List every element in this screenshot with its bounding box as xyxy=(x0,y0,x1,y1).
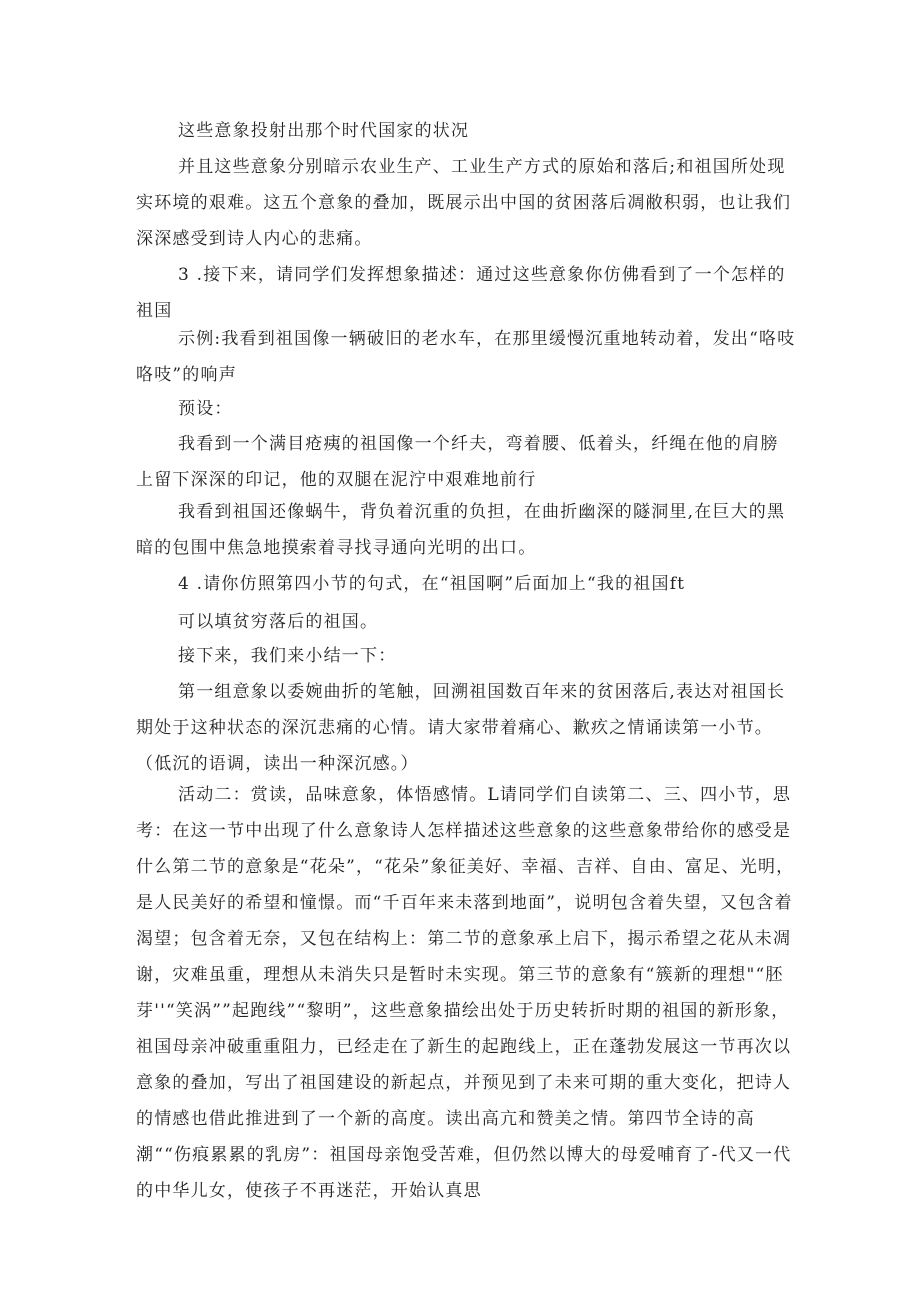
paragraph-11: 第一组意象以委婉曲折的笔触，回溯祖国数百年来的贫困落后,表达对祖国长期处于这种状态的深沉悲痛的心情。请大家带着痛心、歉疚之情诵读第一小节。（低沉的语调，读出一种深沉感。） xyxy=(136,682,786,774)
paragraph-10: 接下来，我们来小结一下： xyxy=(178,646,397,666)
paragraph-12: 活动二：赏读，品味意象，体悟感情。L请同学们自读第二、三、四小节，思考：在这一节中出现了什么意象诗人怎样描述这些意象的这些意象带给你的感受是什么第二节的意象是“花朵”，“花朵”象征美好、幸福、吉祥、自由、富足、光明，是人民美好的希望和憧憬。而“千百年来未落到地面”，说明包含着失望，又包含着渴望；包含着无奈，又包在结构上：第二节的意象承上启下，揭示希望之花从未凋谢，灾难虽重，理想从未消失只是暂时未实现。第三节的意象有“簇新的理想"“胚芽''“笑涡””起跑线”“黎明”，这些意象描绘出处于历史转折时期的祖国的新形象，祖国母亲冲破重重阻力，已经走在了新生的起跑线上，正在蓬勃发展这一节再次以意象的叠加，写出了祖国建设的新起点，并预见到了未来可期的重大变化，把诗人的情感也借此推进到了一个新的高度。读出高亢和赞美之情。第四节全诗的高潮““伤痕累累的乳房”：祖国母亲饱受苦难，但仍然以博大的母爱哺育了-代又一代的中华儿女，使孩子不再迷茫，开始认真思 xyxy=(136,785,795,1201)
paragraph-2: 并且这些意象分别暗示农业生产、工业生产方式的原始和落后;和祖国所处现实环境的艰难。这五个意象的叠加，既展示出中国的贫困落后凋敝积弱，也让我们深深感受到诗人内心的悲痛。 xyxy=(136,157,792,249)
paragraph-9: 可以填贫穷落后的祖国。 xyxy=(178,612,379,632)
paragraph-4: 示例:我看到祖国像一辆破旧的老水车，在那里缓慢沉重地转动着，发出“咯吱咯吱”的响声 xyxy=(136,329,796,385)
paragraph-3: 3 .接下来，请同学们发挥想象描述：通过这些意象你仿佛看到了一个怎样的祖国 xyxy=(136,265,786,321)
paragraph-6: 我看到一个满目疮痍的祖国像一个纤夫，弯着腰、低着头，纤绳在他的肩膀上留下深深的印记，他的双腿在泥泞中艰难地前行 xyxy=(136,434,779,490)
paragraph-7: 我看到祖国还像蜗牛，背负着沉重的负担，在曲折幽深的隧洞里,在巨大的黑暗的包围中焦急地摸索着寻找寻通向光明的出口。 xyxy=(136,502,786,558)
paragraph-1: 这些意象投射出那个时代国家的状况 xyxy=(178,121,470,141)
paragraph-8: 4 .请你仿照第四小节的句式，在“祖国啊”后面加上“我的祖国ft xyxy=(178,574,686,594)
paragraph-5: 预设： xyxy=(178,399,233,419)
